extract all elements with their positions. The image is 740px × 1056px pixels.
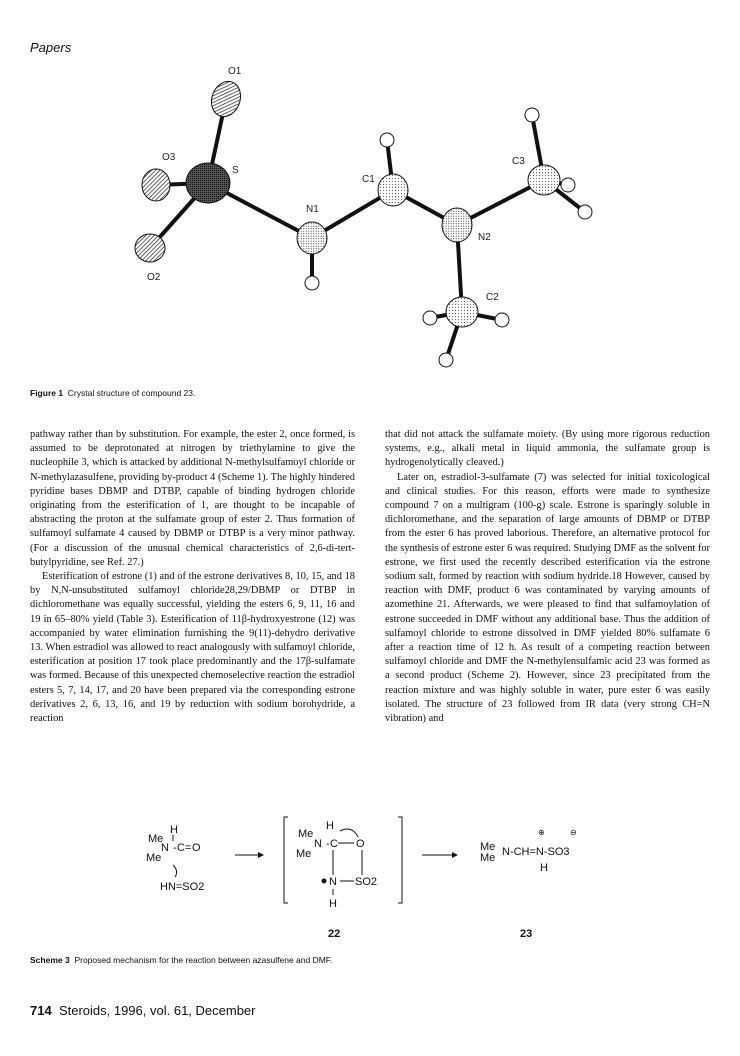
atom-h <box>578 205 592 219</box>
crystal-structure-figure <box>100 60 620 380</box>
atom-s <box>186 163 230 203</box>
intermediate-structure <box>284 817 402 910</box>
reaction-arrow <box>235 852 264 858</box>
compound-number-22: 22 <box>328 928 341 940</box>
atom-o2 <box>135 234 165 262</box>
svg-text:=: = <box>185 842 192 854</box>
scheme-caption <box>30 955 332 965</box>
paragraph: Esterification of estrone (1) and of the estrone derivatives 8, 10, 15, and 18 by N,N-unsubstituted sulfamoyl chloride28,29/DBMP or DTBP in dichloromethane was equally successful, yielding the esters 6, 9, 11, 16 and 19 in 65–80% yield (Table 3). Esterification of 11β-hydroxyestrone (12) was accompanied by water elimination furnishing the 9(11)-dehydro derivative 13. When estradiol was allowed to react analogously with sulfamoyl chloride, esterification at position 17 took place predominantly and the 17β-sulfamate was formed. Because of this unexpected chemoselective reaction the estradiol esters 5, 7, 14, 17, and 20 have been prepared via the corresponding estrone derivatives 2, 6, 13, 16, and 19 by reduction with sodium borohydride, a reaction <box>30 571 355 725</box>
reaction-scheme <box>140 815 600 925</box>
atom-h <box>525 108 539 122</box>
svg-text:Me: Me <box>148 833 164 845</box>
page-footer <box>30 1003 256 1018</box>
atom-c1 <box>378 174 408 206</box>
svg-text:N: N <box>314 838 322 850</box>
svg-text:SO2: SO2 <box>355 876 378 888</box>
atom-n2 <box>442 208 472 242</box>
atom-h <box>495 313 509 327</box>
compound-number-23: 23 <box>520 928 533 940</box>
atom-n1 <box>297 222 327 254</box>
left-column <box>30 428 355 726</box>
figure-caption-text: Crystal structure of compound 23. <box>67 388 196 398</box>
scheme-caption-text: Proposed mechanism for the reaction between azasulfene and DMF. <box>74 955 333 965</box>
svg-text:C: C <box>330 838 338 850</box>
atom-c2 <box>446 297 478 327</box>
svg-text:N: N <box>161 842 169 854</box>
svg-text:HN=SO2: HN=SO2 <box>160 881 205 893</box>
svg-text:⊖: ⊖ <box>570 828 577 837</box>
svg-text:-: - <box>326 838 330 850</box>
svg-text:O: O <box>356 838 365 850</box>
paragraph: pathway rather than by substitution. For example, the ester 2, once formed, is assumed to be deprotonated at nitrogen by triethylamine to give the nucleophile 3, which is attacked by additional N-methylsulfamoyl chloride or N-methylazasulfene, providing by-product 4 (Scheme 1). The highly hindered pyridine bases DBMP and DTBP, capable of binding hydrogen chloride originating from the esterification of 1, are thought to be incapable of abstracting the proton at the sulfamate group of ester 2. Thus formation of sulfamoyl sulfamate 4 caused by DBMP or DTBP is a very minor pathway. (For a discussion of the unusual chemical characteristics of 2,6-di-tert-butylpyridine, see Ref. 27.) <box>30 429 355 568</box>
page-number: 714 <box>30 1003 52 1018</box>
svg-text:Me: Me <box>480 841 496 853</box>
svg-text:H: H <box>170 824 178 836</box>
reactant-structure <box>146 824 204 893</box>
atom-c3 <box>528 165 560 195</box>
label-o2: O2 <box>147 272 161 283</box>
atom-o3 <box>142 169 170 201</box>
paragraph: that did not attack the sulfamate moiety. (By using more rigorous reduction systems, e.g., alkali metal in liquid ammonia, the sulfamate group is hydrogenolytically cleaved.) <box>385 429 710 469</box>
label-n2: N2 <box>478 232 491 243</box>
label-o3: O3 <box>162 152 176 163</box>
svg-text:Me: Me <box>146 852 162 864</box>
svg-text:H: H <box>326 820 334 832</box>
svg-text:N: N <box>329 876 337 888</box>
svg-text:C: C <box>177 842 185 854</box>
paragraph: Later on, estradiol-3-sulfamate (7) was selected for initial toxicological and clinical studies. For this reason, efforts were made to synthesize compound 7 on a multigram (100-g) scale. Estrone is sparingly soluble in dichloromethane, and the separation of large amounts of DBMP or DTBP from the ester 6 has proved laborious. Therefore, an alternative protocol for the synthesis of estrone ester 6 was required. Studying DMF as the solvent for estrone, we first used the recently described esterification via the estrone sodium salt, formed by reaction with sodium hydride.18 However, caused by reaction with DMF, product 6 was contaminated by varying amounts of azomethine 21. Afterwards, we were pleased to find that sulfamoylation of estrone succeeded in DMF without any additional base. Thus the addition of sulfamoyl chloride to estrone dissolved in DMF yielded 80% sulfamate 6 after a reaction time of 12 h. As result of a competing reaction between sulfamoyl chloride and DMF the N-methylensulfamic acid 23 was formed as a second product (Scheme 2). However, since 23 precipitated from the reaction mixture and was highly soluble in water, pure ester 6 was easily isolated. The structure of 23 followed from IR data (very strong CH=N vibration) and <box>385 471 710 725</box>
atom-h <box>439 353 453 367</box>
atom-o1 <box>207 77 246 120</box>
svg-text:Me: Me <box>480 852 496 864</box>
label-o1: O1 <box>228 66 242 77</box>
label-s: S <box>232 165 239 176</box>
label-n1: N1 <box>306 204 319 215</box>
figure-label: Figure 1 <box>30 388 64 398</box>
svg-text:N-CH=N-SO3: N-CH=N-SO3 <box>502 846 570 858</box>
svg-text:-: - <box>173 842 177 854</box>
bonds <box>150 99 585 360</box>
label-c3: C3 <box>512 156 525 167</box>
right-column <box>385 428 710 726</box>
label-c1: C1 <box>362 174 375 185</box>
section-label: Papers <box>30 40 72 55</box>
reaction-arrow <box>422 852 458 858</box>
svg-text:H: H <box>540 862 548 874</box>
atom-h <box>305 276 319 290</box>
svg-text:Me: Me <box>298 828 314 840</box>
product-structure <box>480 828 577 874</box>
figure-caption <box>30 388 195 398</box>
svg-text:O: O <box>192 842 201 854</box>
svg-text:Me: Me <box>296 848 312 860</box>
journal-citation: Steroids, 1996, vol. 61, December <box>58 1003 256 1018</box>
atom-h <box>561 178 575 192</box>
svg-text:⊕: ⊕ <box>538 828 545 837</box>
scheme-label: Scheme 3 <box>30 955 70 965</box>
atom-h <box>423 311 437 325</box>
svg-text:H: H <box>329 898 337 910</box>
label-c2: C2 <box>486 292 499 303</box>
atom-h <box>380 133 394 147</box>
